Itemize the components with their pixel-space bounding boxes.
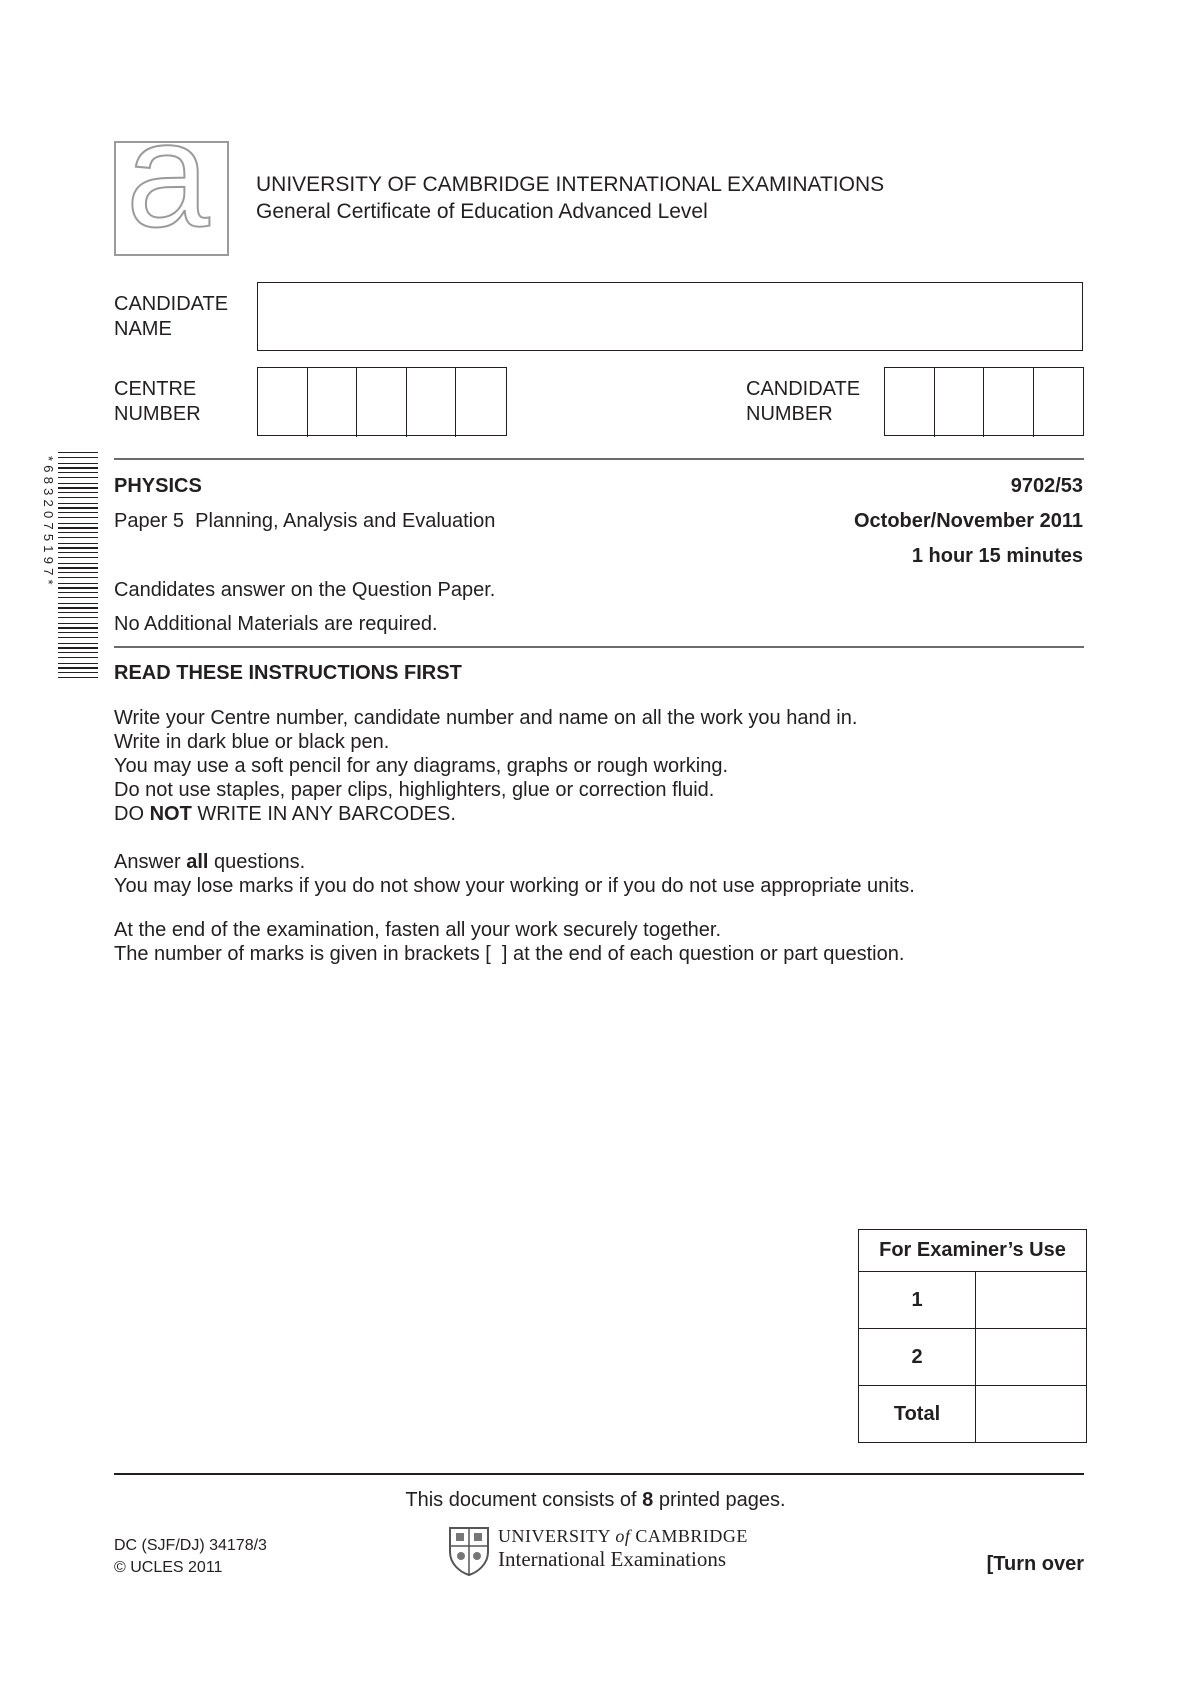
institution-title: UNIVERSITY OF CAMBRIDGE INTERNATIONAL EXAMINATIONS bbox=[256, 173, 885, 196]
turn-over: [Turn over bbox=[986, 1553, 1084, 1575]
final-instructions bbox=[114, 918, 904, 966]
cambridge-logo-text: UNIVERSITY of CAMBRIDGE International Examinations bbox=[498, 1526, 748, 1571]
footer-divider bbox=[114, 1473, 1084, 1475]
answer-note: Candidates answer on the Question Paper. bbox=[114, 579, 496, 601]
document-reference: DC (SJF/DJ) 34178/3 © UCLES 2011 bbox=[114, 1537, 267, 1576]
question-number: 1 bbox=[859, 1272, 976, 1329]
paper-title: Paper 5 Planning, Analysis and Evaluation bbox=[114, 510, 496, 532]
barcode-bar bbox=[58, 677, 98, 678]
qualification-title: General Certificate of Education Advanced Level bbox=[256, 200, 708, 223]
instruction-line: Do not use staples, paper clips, highlighters, glue or correction fluid. bbox=[114, 779, 715, 801]
candidate-name-label: CANDIDATE NAME bbox=[114, 293, 229, 340]
centre-number-field[interactable] bbox=[257, 367, 507, 436]
exam-board-logo bbox=[114, 90, 229, 258]
barcode-bar bbox=[58, 557, 98, 558]
barcode-bar bbox=[58, 532, 98, 533]
candidate-number-cell[interactable] bbox=[984, 368, 1034, 437]
barcode-bar bbox=[58, 467, 98, 469]
barcode-bar bbox=[58, 583, 98, 584]
answer-instructions bbox=[114, 850, 915, 898]
barcode-bar bbox=[58, 527, 98, 529]
divider bbox=[114, 458, 1084, 460]
barcode-bar bbox=[58, 603, 98, 604]
barcode-bar bbox=[58, 497, 98, 498]
barcode-bar bbox=[58, 617, 98, 618]
barcode-bar bbox=[58, 543, 98, 544]
exam-duration: 1 hour 15 minutes bbox=[911, 545, 1083, 567]
candidate-number-label: CANDIDATE NUMBER bbox=[746, 378, 861, 425]
barcode-bar bbox=[58, 647, 98, 649]
centre-number-cell[interactable] bbox=[258, 368, 308, 437]
instruction-line: You may lose marks if you do not show your working or if you do not use appropriate units. bbox=[114, 875, 915, 897]
paper-code: 9702/53 bbox=[1010, 475, 1083, 497]
barcode-bar bbox=[58, 483, 98, 484]
examiners-use-table bbox=[858, 1229, 1087, 1443]
centre-number-cell[interactable] bbox=[456, 368, 506, 437]
mark-cell[interactable] bbox=[976, 1329, 1087, 1386]
barcode-bar bbox=[58, 503, 98, 504]
candidate-number-cell[interactable] bbox=[935, 368, 985, 437]
cambridge-crest-icon bbox=[448, 1526, 490, 1576]
page-count: This document consists of 8 printed pages. bbox=[405, 1489, 786, 1511]
barcode-bar bbox=[58, 487, 98, 489]
barcode-bar bbox=[58, 537, 98, 538]
barcode-bar bbox=[58, 627, 98, 629]
barcode-bar bbox=[58, 512, 98, 513]
centre-number-cell[interactable] bbox=[357, 368, 407, 437]
centre-number-cell[interactable] bbox=[308, 368, 358, 437]
barcode-digits: *6832075197* bbox=[41, 456, 56, 589]
total-mark-cell[interactable] bbox=[976, 1386, 1087, 1443]
exam-session: October/November 2011 bbox=[854, 510, 1083, 532]
instruction-line-answer: Answer all questions. bbox=[114, 851, 306, 873]
barcode-bar bbox=[58, 572, 98, 573]
subject: PHYSICS bbox=[114, 475, 202, 497]
barcode-bar bbox=[58, 552, 98, 553]
barcode bbox=[40, 452, 98, 684]
barcode-bar bbox=[58, 492, 98, 493]
barcode-bar bbox=[58, 637, 98, 638]
barcode-bar bbox=[58, 612, 98, 613]
instruction-line: You may use a soft pencil for any diagrams, graphs or rough working. bbox=[114, 755, 729, 777]
barcode-bar bbox=[58, 457, 98, 458]
mark-cell[interactable] bbox=[976, 1272, 1087, 1329]
barcode-bar bbox=[58, 592, 98, 593]
instruction-line-barcodes: DO NOT WRITE IN ANY BARCODES. bbox=[114, 803, 456, 825]
candidate-number-cell[interactable] bbox=[885, 368, 935, 437]
barcode-bar bbox=[58, 477, 98, 478]
barcode-bar bbox=[58, 523, 98, 524]
logo-letter: a bbox=[126, 90, 210, 258]
candidate-number-cell[interactable] bbox=[1034, 368, 1084, 437]
barcode-bar bbox=[58, 517, 98, 518]
instructions-heading: READ THESE INSTRUCTIONS FIRST bbox=[114, 662, 462, 684]
instruction-line: At the end of the examination, fasten all your work securely together. bbox=[114, 919, 722, 941]
barcode-bar bbox=[58, 463, 98, 464]
instruction-line: Write in dark blue or black pen. bbox=[114, 731, 390, 753]
barcode-bar bbox=[58, 632, 98, 633]
divider bbox=[114, 646, 1084, 648]
barcode-bar bbox=[58, 567, 98, 569]
examiners-use-title: For Examiner’s Use bbox=[859, 1230, 1087, 1272]
barcode-bar bbox=[58, 623, 98, 624]
barcode-bar bbox=[58, 472, 98, 473]
candidate-name-field[interactable] bbox=[257, 282, 1083, 351]
instructions-block bbox=[114, 706, 857, 826]
barcode-bar bbox=[58, 507, 98, 509]
materials-note: No Additional Materials are required. bbox=[114, 613, 438, 635]
barcode-bar bbox=[58, 577, 98, 578]
barcode-bar bbox=[58, 672, 98, 673]
barcode-bar bbox=[58, 547, 98, 549]
instruction-line: Write your Centre number, candidate number and name on all the work you hand in. bbox=[114, 707, 858, 729]
barcode-bar bbox=[58, 452, 98, 453]
barcode-bar bbox=[58, 667, 98, 669]
barcode-bar bbox=[58, 663, 98, 664]
barcode-bar bbox=[58, 643, 98, 644]
total-label: Total bbox=[859, 1386, 976, 1443]
centre-number-label: CENTRE NUMBER bbox=[114, 378, 201, 425]
barcode-bar bbox=[58, 652, 98, 653]
question-number: 2 bbox=[859, 1329, 976, 1386]
barcode-bar bbox=[58, 597, 98, 598]
candidate-number-field[interactable] bbox=[884, 367, 1084, 436]
barcode-bar bbox=[58, 607, 98, 609]
barcode-bar bbox=[58, 563, 98, 564]
barcode-bar bbox=[58, 587, 98, 589]
instruction-line: The number of marks is given in brackets [ ] at the end of each question or part question. bbox=[114, 943, 905, 965]
barcode-bar bbox=[58, 657, 98, 658]
centre-number-cell[interactable] bbox=[407, 368, 457, 437]
